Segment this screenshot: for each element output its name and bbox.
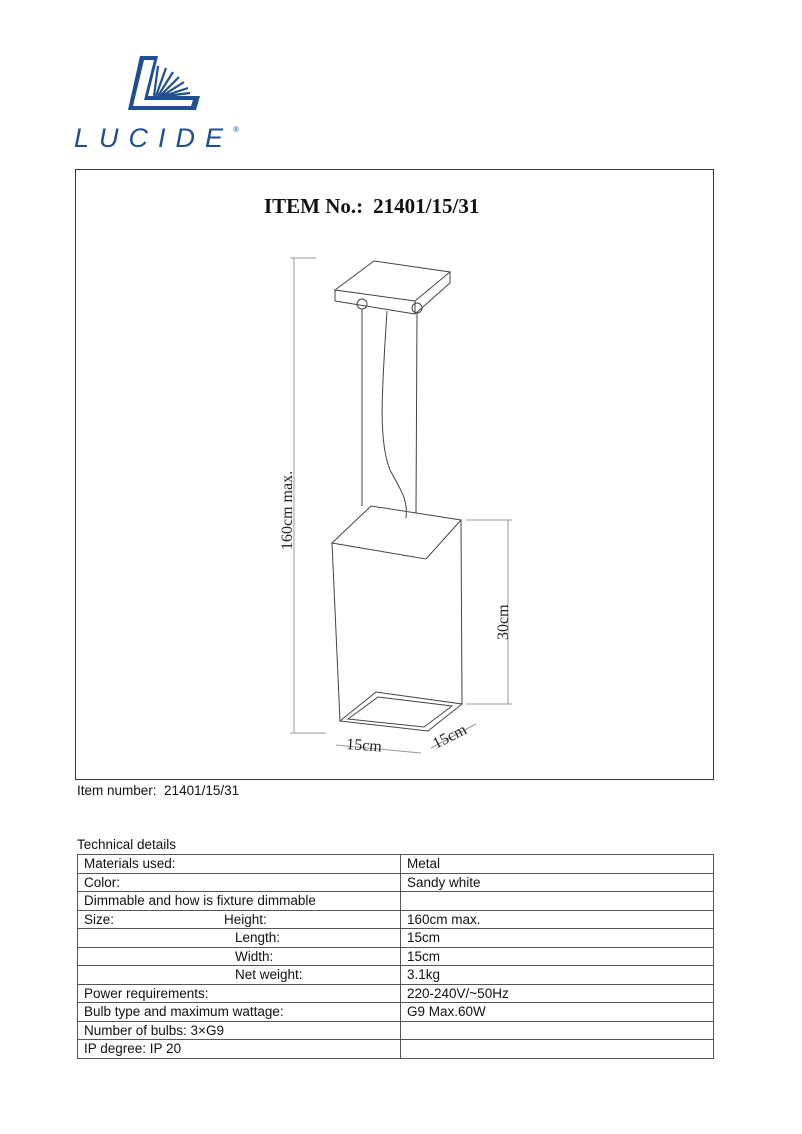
table-row bbox=[78, 1040, 714, 1059]
table-row bbox=[78, 929, 714, 948]
spec-label-cell bbox=[78, 947, 401, 966]
spec-label-cell bbox=[78, 892, 401, 911]
technical-drawing-frame bbox=[75, 169, 714, 780]
spec-sublabel: Length: bbox=[235, 930, 281, 946]
table-row bbox=[78, 1003, 714, 1022]
spec-label-cell bbox=[78, 929, 401, 948]
dim-depth: 15cm bbox=[430, 721, 470, 753]
spec-label: Power requirements: bbox=[84, 985, 209, 1001]
spec-sublabel: Net weight: bbox=[235, 967, 303, 983]
table-row bbox=[78, 984, 714, 1003]
trademark-mark: ® bbox=[233, 125, 239, 134]
suspension-wire-right bbox=[416, 313, 417, 513]
spec-label: Dimmable and how is fixture dimmable bbox=[84, 893, 316, 909]
spec-label: IP degree: IP 20 bbox=[84, 1041, 182, 1057]
item-number-drawing: 21401/15/31 bbox=[373, 194, 480, 218]
spec-value: G9 Max.60W bbox=[401, 1003, 714, 1022]
spec-sublabel: Height: bbox=[224, 911, 267, 927]
item-number-line bbox=[77, 783, 239, 798]
spec-value: 160cm max. bbox=[401, 910, 714, 929]
spec-value bbox=[401, 1040, 714, 1059]
table-row bbox=[78, 1021, 714, 1040]
brand-name: LUCIDE® bbox=[74, 123, 239, 153]
item-label: ITEM No.: bbox=[264, 194, 364, 218]
spec-label-cell bbox=[78, 1003, 401, 1022]
spec-value: 220-240V/~50Hz bbox=[401, 984, 714, 1003]
table-row bbox=[78, 873, 714, 892]
spec-label: Number of bulbs: 3×G9 bbox=[84, 1022, 224, 1038]
spec-label: Bulb type and maximum wattage: bbox=[84, 1004, 284, 1020]
spec-value: 3.1kg bbox=[401, 966, 714, 985]
technical-details-table bbox=[77, 854, 714, 1059]
dim-total-height: 160cm max. bbox=[279, 470, 296, 550]
spec-value bbox=[401, 1021, 714, 1040]
table-row bbox=[78, 855, 714, 874]
spec-value: 15cm bbox=[401, 929, 714, 948]
table-row bbox=[78, 910, 714, 929]
spec-value: Metal bbox=[401, 855, 714, 874]
spec-label-cell bbox=[78, 966, 401, 985]
spec-value: 15cm bbox=[401, 947, 714, 966]
dim-width: 15cm bbox=[345, 736, 383, 756]
spec-sublabel: Width: bbox=[235, 948, 274, 964]
power-cable bbox=[382, 311, 406, 518]
spec-label: Size: bbox=[84, 911, 115, 927]
table-row bbox=[78, 966, 714, 985]
spec-label: Materials used: bbox=[84, 856, 176, 872]
technical-details-title: Technical details bbox=[77, 837, 177, 852]
spec-value: Sandy white bbox=[401, 873, 714, 892]
lamp-drawing bbox=[76, 170, 713, 779]
spec-value bbox=[401, 892, 714, 911]
spec-label-cell bbox=[78, 910, 401, 929]
spec-label-cell bbox=[78, 1021, 401, 1040]
item-number-value: 21401/15/31 bbox=[164, 783, 240, 798]
canopy-hole-right bbox=[412, 303, 422, 313]
table-row bbox=[78, 892, 714, 911]
canopy-top bbox=[335, 261, 450, 301]
spec-label: Color: bbox=[84, 874, 121, 890]
item-number-label: Item number: bbox=[77, 783, 157, 798]
table-row bbox=[78, 947, 714, 966]
spec-label-cell bbox=[78, 984, 401, 1003]
canopy-hole-left bbox=[357, 299, 367, 309]
spec-label-cell bbox=[78, 1040, 401, 1059]
spec-label-cell bbox=[78, 873, 401, 892]
spec-label-cell bbox=[78, 855, 401, 874]
dim-body-height: 30cm bbox=[495, 604, 512, 640]
shade-top bbox=[332, 506, 461, 559]
